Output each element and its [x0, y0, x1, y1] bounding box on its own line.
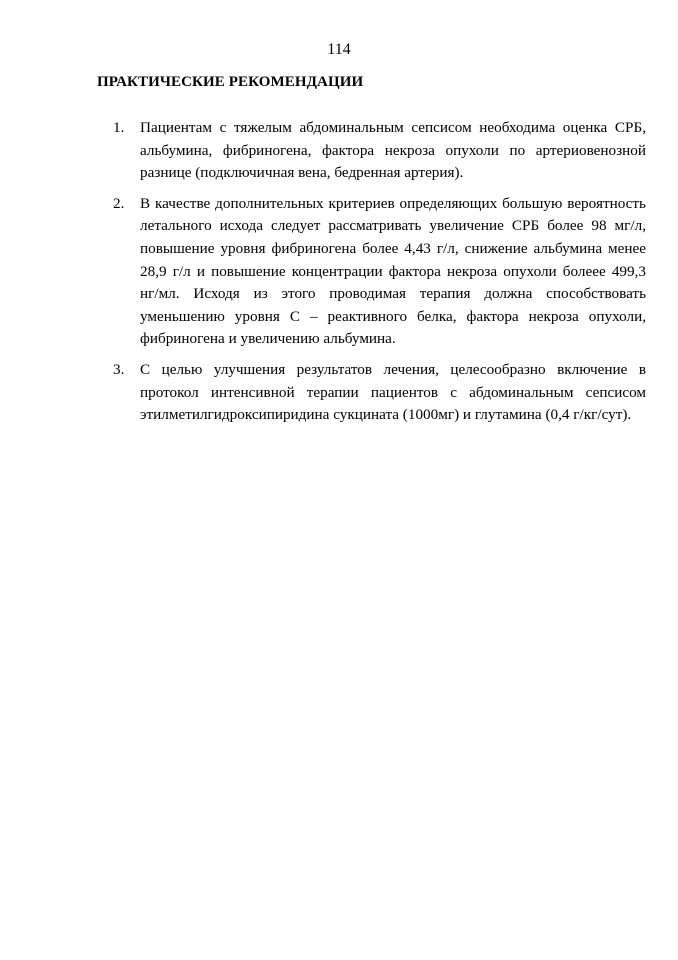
- recommendation-number: 3.: [113, 360, 125, 378]
- recommendation-text: С целью улучшения результатов лечения, целесообразно включение в протокол интенсивной терапии пациентов с абдоминальным сепсисом этилметилгидроксипиридина сукцината (1000мг) и глутамина (0,4 г/кг/сут).: [140, 360, 646, 424]
- recommendation-text: В качестве дополнительных критериев определяющих большую вероятность летального исхода следует рассматривать увеличение СРБ более 98 мг/л, повышение уровня фибриногена более 4,43 г/л, снижение альбумина менее 28,9 г/л и повышение концентрации фактора некроза опухоли болеее 499,3 нг/мл. Исходя из этого проводимая терапия должна способствовать уменьшению уровня С – реактивного белка, фактора некроза опухоли, фибриногена и увеличению альбумина.: [140, 194, 646, 348]
- recommendation-number: 1.: [113, 119, 125, 136]
- recommendation-number: 2.: [113, 194, 125, 212]
- recommendation-item-1: [113, 117, 646, 185]
- section-title: ПРАКТИЧЕСКИЕ РЕКОМЕНДАЦИИ: [97, 74, 364, 90]
- recommendation-item-3: [113, 359, 646, 427]
- page-number: 114: [327, 41, 351, 58]
- recommendation-item-2: [113, 193, 646, 351]
- recommendations-list: [113, 117, 646, 435]
- recommendation-text: Пациентам с тяжелым абдоминальным сепсисом необходима оценка СРБ, альбумина, фибриногена, фактора некроза опухоли по артериовенозной разнице (подключичная вена, бедренная артерия).: [140, 119, 646, 182]
